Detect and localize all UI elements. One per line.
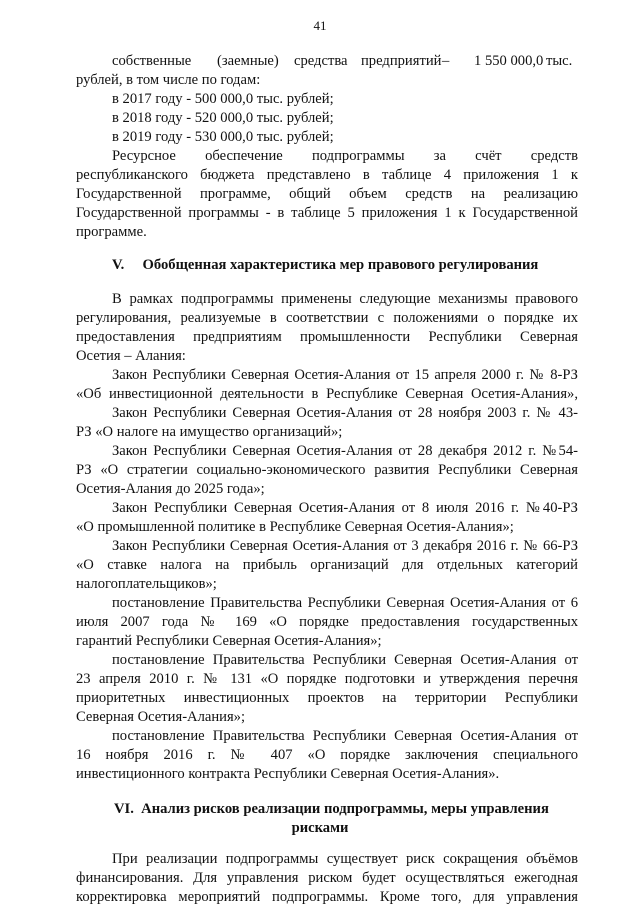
text-line: Закон Республики Северная Осетия-Алания от 3 декабря 2016 г. № 66-РЗ (112, 538, 578, 554)
text-line: в 2017 году - 500 000,0 тыс. рублей; (112, 91, 334, 107)
text-line: собственные (112, 53, 192, 69)
text-line: При реализации подпрограммы существует риск сокращения объёмов (112, 851, 578, 867)
text-line: Северная Осетия-Алания»; (76, 709, 246, 725)
text-line: Государственной программе, общий объем средств на реализацию (76, 186, 578, 202)
section-6-heading-cont: рисками (291, 820, 349, 836)
section-6-heading: VI. Анализ рисков реализации подпрограммы, меры управления (114, 801, 549, 817)
text-line: постановление Правительства Республики Северная Осетия-Алания от (112, 728, 578, 744)
page-number: 41 (313, 18, 327, 33)
text-line: «О промышленной политике в Республике Северная Осетия-Алания»; (76, 519, 514, 535)
text-line: рублей, в том числе по годам: (76, 72, 261, 88)
text-line: постановление Правительства Республики Северная Осетия-Алания от (112, 652, 578, 668)
text-line: РЗ «О налоге на имущество организаций»; (76, 424, 343, 440)
text-line: средства (294, 53, 348, 69)
text-line: Закон Республики Северная Осетия-Алания от 8 июля 2016 г. №40-РЗ (112, 500, 578, 516)
text-line: «Об инвестиционной деятельности в Республике Северная Осетия-Алания», (76, 386, 578, 402)
text-line: налогоплательщиков»; (76, 576, 217, 592)
text-line: 23 апреля 2010 г. № 131 «О порядке подготовки и утверждения перечня (76, 671, 578, 687)
section-5-heading: V. Обобщенная характеристика мер правового регулирования (112, 257, 539, 273)
text-line: РЗ «О стратегии социально-экономического развития Республики Северная (76, 462, 578, 478)
text-line: в 2019 году - 530 000,0 тыс. рублей; (112, 129, 334, 145)
text-line: инвестиционного контракта Республики Северная Осетия-Алания». (76, 766, 500, 782)
text-line: приоритетных инвестиционных проектов на территории Республики (76, 690, 578, 706)
text-line: Государственной программы - в таблице 5 приложения 1 к Государственной (76, 205, 578, 221)
text-line: гарантий Республики Северная Осетия-Алания»; (76, 633, 382, 649)
text-line: финансирования. Для управления риском будет осуществляться ежегодная (76, 870, 578, 886)
text-line: Закон Республики Северная Осетия-Алания от 28 ноября 2003 г. № 43- (112, 405, 578, 421)
text-line: в 2018 году - 520 000,0 тыс. рублей; (112, 110, 334, 126)
text-line: Осетия-Алания до 2025 года»; (76, 481, 265, 497)
text-line: (заемные) (217, 53, 279, 69)
text-line: предприятий (361, 53, 442, 69)
text-line: Закон Республики Северная Осетия-Алания от 28 декабря 2012 г. №54- (112, 443, 578, 459)
text-line: Осетия – Алания: (76, 348, 186, 364)
text-line: «О ставке налога на прибыль организаций для отдельных категорий (76, 557, 578, 573)
text-line: 16 ноября 2016 г. № 407 «О порядке заключения специального (76, 747, 578, 763)
text-line: тыс. (546, 53, 573, 69)
text-line: июля 2007 года № 169 «О порядке предоставления государственных (76, 614, 578, 630)
text-line: корректировка мероприятий подпрограммы. Кроме того, для управления (76, 889, 578, 905)
text-line: Ресурсное обеспечение подпрограммы за счёт средств (112, 148, 578, 164)
text-line: 1 550 000,0 (474, 53, 544, 69)
text-line: – (442, 53, 450, 69)
text-line: постановление Правительства Республики Северная Осетия-Алания от 6 (112, 595, 578, 611)
text-line: В рамках подпрограммы применены следующие механизмы правового (112, 291, 578, 307)
text-line: предоставления предприятиям промышленности Республики Северная (76, 329, 578, 345)
text-line: Закон Республики Северная Осетия-Алания от 15 апреля 2000 г. № 8-РЗ (112, 367, 578, 383)
text-line: республиканского бюджета представлено в таблице 4 приложения 1 к (76, 167, 578, 183)
text-line: регулирования, реализуемые в соответствии с положениями о порядке их (76, 310, 578, 326)
text-line: программе. (76, 224, 147, 240)
